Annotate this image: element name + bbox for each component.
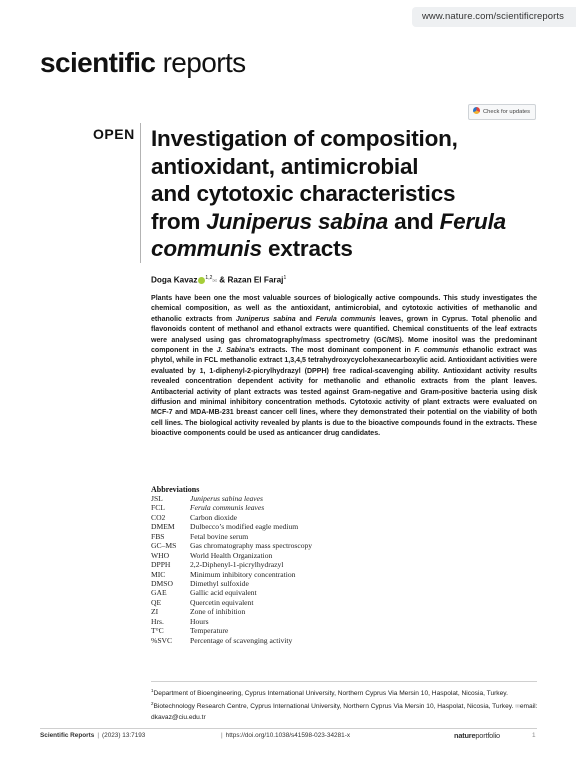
title-line — [151, 208, 551, 236]
abbreviation-term: DMEM — [151, 522, 175, 532]
abbreviation-term: QE — [151, 597, 162, 607]
publisher-light: portfolio — [475, 731, 500, 740]
author-list — [151, 275, 286, 285]
abstract-text: Plants have been one the most valuable sources of biologically active compounds. This study investigates the chemical composition, as well as the antioxidant, antimicrobial, and cytotoxic activities of methanolic and ethanolic extracts from — [151, 295, 537, 323]
title-line: Investigation of composition, — [151, 126, 458, 151]
abbreviation-term: FBS — [151, 531, 165, 541]
footer-divider — [40, 728, 537, 729]
page-footer — [40, 732, 540, 739]
affiliation-divider — [151, 681, 537, 682]
affiliation-text: Department of Bioengineering, Cyprus International University, Northern Cyprus Via Mersin 10, Haspolat, Nicosia, Turkey. — [153, 690, 508, 698]
author-affil-sup: 1,2 — [205, 275, 213, 281]
abbreviation-definition: Ferula communis leaves — [190, 503, 265, 513]
abbreviation-term: DPPH — [151, 560, 171, 570]
affil-sup: 2 — [151, 701, 154, 707]
title-fragment: from — [151, 208, 207, 234]
footer-separator: | — [221, 732, 223, 739]
abbreviation-row — [151, 617, 312, 626]
mail-icon[interactable]: ✉ — [212, 278, 217, 285]
abbreviation-definition: 2,2-Diphenyl-1-picrylhydrazyl — [190, 560, 284, 570]
publisher-bold: nature — [454, 731, 476, 740]
brand-bold: scientific — [40, 47, 156, 78]
footer-citation: (2023) 13:7193 — [102, 732, 146, 739]
title-species: Ferula — [439, 208, 506, 234]
abbreviation-term: CO2 — [151, 512, 166, 522]
abbreviation-term: FCL — [151, 503, 165, 513]
abbreviation-row — [151, 513, 312, 522]
abbreviation-definition: Juniperus sabina leaves — [190, 494, 263, 503]
abbreviation-row — [151, 579, 312, 588]
footer-doi-link[interactable] — [218, 732, 350, 739]
journal-url-link[interactable]: www.nature.com/scientificreports — [412, 7, 576, 27]
abbreviation-term: T°C — [151, 626, 164, 636]
article-title — [151, 125, 551, 263]
abbreviation-row — [151, 598, 312, 607]
abbreviation-definition: Dulbecco’s modified eagle medium — [190, 522, 299, 532]
check-for-updates-button[interactable] — [468, 104, 536, 120]
affiliation-text: Biotechnology Research Centre, Cyprus International University, Northern Cyprus Via Mersin 10, Haspolat, Nicosia, Turkey. — [153, 703, 516, 711]
abbreviation-row — [151, 522, 312, 531]
footer-journal: Scientific Reports — [40, 732, 95, 739]
abbreviation-definition: Gas chromatography mass spectroscopy — [190, 541, 313, 551]
abbreviation-definition: Carbon dioxide — [190, 512, 238, 522]
abbreviation-term: JSL — [151, 494, 163, 503]
brand-light: reports — [162, 47, 246, 78]
abbreviation-definition: Quercetin equivalent — [190, 597, 254, 607]
title-line — [151, 235, 551, 263]
title-fragment: extracts — [261, 236, 353, 261]
check-updates-label: Check for updates — [483, 109, 531, 115]
abbreviation-definition: Minimum inhibitory concentration — [190, 569, 296, 579]
title-fragment: and — [388, 208, 440, 234]
abbreviations-list — [151, 494, 312, 645]
abbreviation-row — [151, 607, 312, 616]
doi-text: https://doi.org/10.1038/s41598-023-34281-x — [225, 732, 351, 739]
abbreviation-definition: Hours — [190, 616, 209, 626]
abbreviation-term: DMSO — [151, 578, 173, 588]
abstract-species: J. Sabina — [216, 347, 250, 355]
top-bar — [0, 0, 576, 30]
abstract — [151, 294, 537, 440]
affiliations — [151, 686, 541, 723]
abbreviation-row — [151, 494, 312, 503]
open-access-label: OPEN — [93, 126, 135, 142]
abbreviation-definition: Zone of inhibition — [190, 607, 246, 617]
abbreviation-term: ZI — [151, 607, 159, 617]
abbreviation-term: MIC — [151, 569, 166, 579]
abstract-species: F. communis — [414, 347, 459, 355]
journal-logo[interactable] — [40, 46, 246, 80]
abbreviation-term: %SVC — [151, 635, 173, 645]
abbreviation-row — [151, 551, 312, 560]
footer-separator: | — [97, 732, 100, 739]
corresponding-email-link[interactable]: email: dkavaz@ciu.edu.tr — [151, 703, 538, 721]
abbreviation-row — [151, 532, 312, 541]
crossmark-icon — [473, 107, 480, 114]
title-species: Juniperus sabina — [206, 208, 389, 234]
abbreviations-heading: Abbreviations — [151, 485, 200, 494]
title-line: antioxidant, antimicrobial — [151, 153, 419, 179]
abbreviation-definition: Percentage of scavenging activity — [190, 635, 293, 645]
abbreviation-term: WHO — [151, 550, 170, 560]
mail-icon: ✉ — [515, 704, 520, 711]
affil-sup: 1 — [151, 688, 154, 693]
title-species: communis — [151, 236, 262, 261]
abbreviation-term: GC–MS — [151, 541, 177, 551]
author-name[interactable]: Doga Kavaz — [151, 275, 198, 285]
abbreviation-definition: Fetal bovine serum — [190, 531, 249, 541]
abstract-species: Juniperus sabina — [235, 315, 296, 323]
title-line: and cytotoxic characteristics — [151, 181, 456, 206]
publisher-logo — [454, 731, 500, 740]
abbreviation-term: GAE — [151, 588, 167, 598]
abstract-species: Ferula communis — [315, 315, 376, 323]
abbreviation-row — [151, 626, 312, 635]
abstract-text: leaves, grown in Cyprus. Total phenolic and flavonoids content of methanol and ethanol extracts were quantified. Chemical constituents of the leaf extracts were analysed using gas chromatography/mass spectrometry (GC/MS). Mome inositol was the predominant component in the — [151, 315, 537, 355]
abstract-text: and — [295, 315, 316, 323]
abstract-text: ethanolic extract was phytol, while in FCL methanolic extract 1,3,4,5 tetrahydroxycyclohexanecarboxylic acid. Antioxidant activities were evaluated by 1, 1-diphenyl-2-picrylhydrazyl (DPPH) free radical-scavenging ability. Antioxidant activity results revealed concentration dependent activity for methanolic and ethanolic extracts from the plant leaves. Antibacterial activity of plant extracts was tested against Gram-negative and Gram-positive bacteria using disk diffusion and minimal inhibitory concentration methods. Cytotoxic activity of plant extracts were evaluated on MCF-7 and MDA-MB-231 breast cancer cell lines, where they demonstrated their potential on the viability of both cell lines. The biological activity revealed by plants is due to the bioactive compounds found in the extracts. These bioactive components could be used as anticancer drug candidates. — [151, 347, 537, 438]
abbreviation-row — [151, 541, 312, 550]
author-name[interactable]: Razan El Faraj — [227, 275, 284, 285]
abbreviation-definition: Temperature — [190, 626, 229, 636]
abbreviation-row — [151, 560, 312, 569]
abbreviation-row — [151, 570, 312, 579]
abbreviation-row — [151, 636, 312, 645]
page-number: 1 — [532, 732, 536, 739]
abbreviation-definition: Gallic acid equivalent — [190, 588, 257, 598]
author-affil-sup: 1 — [283, 275, 287, 281]
abbreviation-term: Hrs. — [151, 616, 164, 626]
abbreviation-row — [151, 588, 312, 597]
abbreviation-definition: World Health Organization — [190, 550, 273, 560]
author-connector: & — [216, 275, 228, 285]
abbreviation-definition: Dimethyl sulfoxide — [190, 578, 249, 588]
title-divider — [140, 123, 141, 263]
abbreviation-row — [151, 503, 312, 512]
abstract-text: ’s extracts. The most dominant component in — [249, 347, 415, 355]
